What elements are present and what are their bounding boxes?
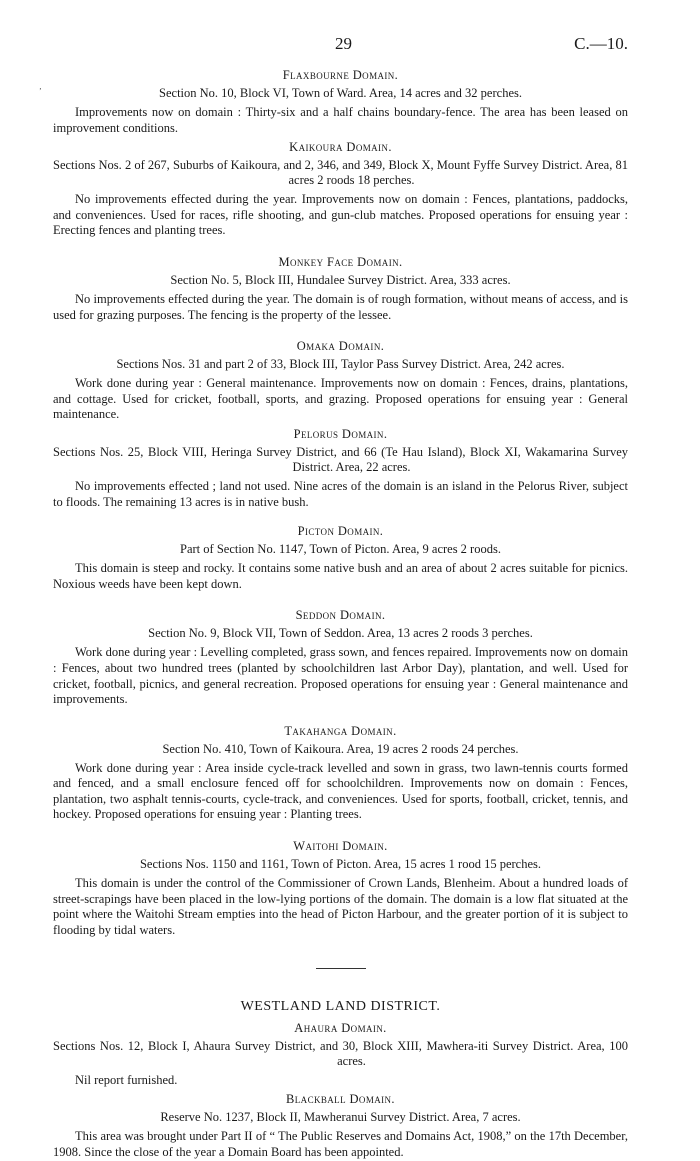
domain-title: Picton Domain. — [297, 524, 384, 539]
domain-entry — [53, 140, 628, 239]
domain-body: Work done during year : Levelling completed, grass sown, and fences repaired. Improvements now on domain : Fences, about two hundred trees (planted by schoolchildren last Arbor Day), plantation, and well. Used for cricket, football, picnics, and general recreation. Proposed operations for ensuing year : General maintenance and improvements. — [53, 645, 628, 707]
domain-section: Sections Nos. 31 and part 2 of 33, Block III, Taylor Pass Survey District. Area, 242 acres. — [116, 357, 565, 372]
domain-title: Waitohi Domain. — [293, 839, 388, 854]
domain-body: Work done during year : General maintenance. Improvements now on domain : Fences, drains, plantations, and cottage. Used for cricket, football, sports, and grazing. Proposed operations for ensuing year : General maintenance. — [53, 376, 628, 422]
domain-section: Sections Nos. 25, Block VIII, Heringa Survey District, and 66 (Te Hau Island), Block XI, Wakamarina Survey District. Area, 22 acres. — [53, 444, 628, 474]
domain-section: Section No. 5, Block III, Hundalee Survey District. Area, 333 acres. — [170, 272, 511, 287]
domain-body: No improvements effected ; land not used. Nine acres of the domain is an island in the Pelorus River, subject to floods. The remaining 13 acres is in native bush. — [53, 478, 628, 509]
domain-title: Seddon Domain. — [295, 608, 386, 623]
domain-entry — [53, 608, 628, 707]
domain-entry — [53, 427, 628, 510]
domain-section: Part of Section No. 1147, Town of Picton. Area, 9 acres 2 roods. — [180, 542, 501, 557]
domain-section: Section No. 410, Town of Kaikoura. Area, 19 acres 2 roods 24 perches. — [162, 741, 519, 756]
domain-section: Sections Nos. 2 of 267, Suburbs of Kaikoura, and 2, 346, and 349, Block X, Mount Fyffe Survey District. Area, 81 acres 2 roods 18 perches. — [53, 158, 628, 188]
domain-title: Takahanga Domain. — [284, 723, 397, 738]
domain-entry — [53, 1092, 628, 1160]
domain-section: Section No. 9, Block VII, Town of Seddon. Area, 13 acres 2 roods 3 perches. — [148, 626, 533, 641]
domain-title: Kaikoura Domain. — [289, 140, 392, 155]
domain-title: Pelorus Domain. — [293, 426, 388, 441]
domain-entry — [53, 724, 628, 823]
domain-title: Blackball Domain. — [286, 1092, 395, 1107]
district-title: WESTLAND LAND DISTRICT. — [240, 999, 441, 1015]
domain-title: Monkey Face Domain. — [278, 254, 403, 269]
domain-section: Sections Nos. 1150 and 1161, Town of Picton. Area, 15 acres 1 rood 15 perches. — [139, 857, 542, 872]
domain-title: Omaka Domain. — [296, 339, 385, 354]
domain-section: Reserve No. 1237, Block II, Mawheranui Survey District. Area, 7 acres. — [160, 1110, 521, 1125]
domain-body: This area was brought under Part II of “ The Public Reserves and Domains Act, 1908,” on the 17th December, 1908. Since the close of the year a Domain Board has been appointed. — [53, 1129, 628, 1160]
domain-section: Section No. 10, Block VI, Town of Ward. Area, 14 acres and 32 perches. — [159, 86, 522, 100]
section-divider — [316, 968, 366, 969]
domain-entry — [53, 1021, 628, 1088]
stray-mark: ‚ — [39, 82, 42, 91]
domain-entry — [53, 524, 628, 592]
domain-entry — [53, 339, 628, 423]
domain-body: Work done during year : Area inside cycle-track levelled and sown in grass, two lawn-tennis courts formed and fenced, and a small enclosure fenced off for schoolchildren. Improvements now on domain : Fences, plantation, two asphalt tennis-courts, cycle-track, and conveniences. Used for sports, football, cricket, tennis, and hockey. Proposed operations for ensuing year : Planting trees. — [53, 760, 628, 822]
domain-section: Sections Nos. 12, Block I, Ahaura Survey District, and 30, Block XIII, Mawhera-iti Survey District. Area, 100 acres. — [53, 1039, 628, 1069]
domain-entry — [53, 68, 628, 136]
domain-body: This domain is steep and rocky. It contains some native bush and an area of about 2 acres suitable for picnics. Noxious weeds have been kept down. — [53, 561, 628, 591]
domain-body: Nil report furnished. — [75, 1073, 178, 1088]
page-number: 29 — [335, 34, 352, 53]
domain-title: Ahaura Domain. — [294, 1021, 387, 1036]
paper-reference: C.—10. — [574, 34, 628, 53]
domain-title: Flaxbourne Domain. — [282, 68, 399, 82]
domain-body: No improvements effected during the year. Improvements now on domain : Fences, plantations, paddocks, and conveniences. Used for races, rifle shooting, and gun-club matches. Proposed operations for ensuing year : Erecting fences and planting trees. — [53, 192, 628, 238]
domain-body: Improvements now on domain : Thirty-six and a half chains boundary-fence. The area has been leased on improvement conditions. — [53, 105, 628, 135]
domain-entry — [53, 839, 628, 938]
domain-body: This domain is under the control of the Commissioner of Crown Lands, Blenheim. About a hundred loads of street-scrapings have been placed in the low-lying portions of the domain. The domain is a low flat situated at the point where the Waitohi Stream empties into the head of Picton Harbour, and the greater portion of it is subject to flooding by tidal waters. — [53, 876, 628, 937]
domain-entry — [53, 255, 628, 323]
domain-body: No improvements effected during the year. The domain is of rough formation, without means of access, and is used for grazing purposes. The fencing is the property of the lessee. — [53, 291, 628, 322]
